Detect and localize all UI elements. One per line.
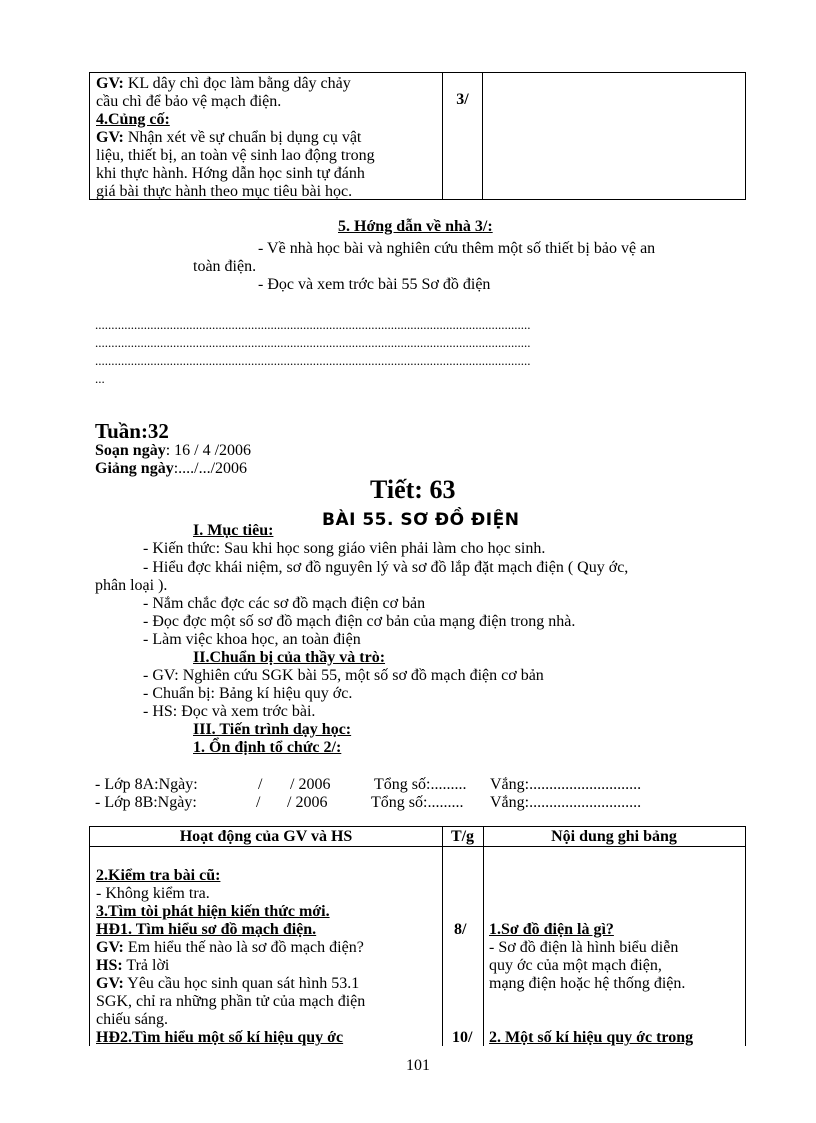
top-line-1: GV: KL dây chì đọc làm bằng dây chảy	[96, 75, 351, 92]
header-content: Nội dung ghi bảng	[551, 828, 677, 845]
top-table-time-cell: 3/	[443, 73, 483, 199]
homework-title: 5. Hớng dẫn về nhà 3/:	[338, 218, 493, 235]
top-table-content-cell	[483, 73, 745, 199]
top-line-5: liệu, thiết bị, an toàn vệ sinh lao động trong	[96, 147, 375, 164]
attendance-8b-slash: /	[256, 794, 261, 811]
homework-line-1: - Về nhà học bài và nghiên cứu thêm một số thiết bị bảo vệ an	[258, 240, 656, 257]
process-subheading: 1. Ổn định tổ chức 2/:	[193, 739, 342, 756]
objective-2-cont: phân loại ).	[95, 577, 168, 594]
review-text: - Không kiểm tra.	[96, 885, 210, 902]
attendance-8a-year: / 2006	[290, 776, 331, 793]
content-s1-line-1: - Sơ đồ điện là hình biểu diễn	[489, 939, 679, 956]
activity-line-gv-1: GV: Em hiểu thế nào là sơ đồ mạch điện?	[96, 939, 364, 956]
activity-line-hs: HS: Trả lời	[96, 957, 170, 974]
discovery-heading: 3.Tìm tòi phát hiện kiến thức mới.	[96, 903, 330, 920]
objective-2: - Hiểu đợc khái niệm, sơ đồ nguyên lý và sơ đồ lắp đặt mạch điện ( Quy ớc,	[143, 559, 629, 576]
note-line-3: ......................................................................................................................................	[95, 353, 531, 368]
preparation-1: - GV: Nghiên cứu SGK bài 55, một số sơ đồ mạch điện cơ bản	[143, 667, 544, 684]
note-line-2: ......................................................................................................................................	[95, 335, 531, 350]
top-table-activity-cell	[90, 73, 443, 199]
objective-1: - Kiến thức: Sau khi học song giáo viên phải làm cho học sinh.	[143, 540, 546, 557]
objective-3: - Nắm chắc đợc các sơ đồ mạch điện cơ bản	[143, 595, 426, 612]
page-number: 101	[406, 1057, 430, 1074]
attendance-8b-year: / 2006	[287, 794, 328, 811]
top-line-2: cầu chì để bảo vệ mạch điện.	[96, 93, 282, 110]
week-label: Tuần:32	[95, 419, 169, 443]
consolidation-heading: 4.Củng cố:	[96, 111, 170, 128]
top-table	[89, 72, 746, 200]
time-activity-2: 10/	[452, 1029, 473, 1046]
content-s1-line-3: mạng điện hoặc hệ thống điện.	[489, 975, 686, 992]
preparation-2: - Chuẩn bị: Bảng kí hiệu quy ớc.	[143, 685, 353, 702]
objectives-heading: I. Mục tiêu:	[193, 522, 274, 539]
time-activity-1: 8/	[454, 921, 467, 938]
period-title: Tiết: 63	[370, 475, 456, 504]
activity-line-cont-2: chiếu sáng.	[96, 1011, 168, 1028]
preparation-heading: II.Chuẩn bị của thầy và trò:	[193, 649, 386, 666]
content-s2-title: 2. Một số kí hiệu quy ớc trong	[489, 1029, 694, 1046]
note-line-1: ......................................................................................................................................	[95, 317, 531, 332]
process-heading: III. Tiến trình dạy học:	[193, 721, 352, 738]
attendance-8b-total: Tổng số:.........	[371, 794, 464, 811]
preparation-3: - HS: Đọc và xem trớc bài.	[143, 703, 316, 720]
content-s1-title: 1.Sơ đồ điện là gì?	[489, 921, 614, 938]
bottom-table	[89, 826, 746, 1046]
attendance-8b-absent: Vắng:............................	[490, 794, 642, 811]
activity-2-heading: HĐ2.Tìm hiểu một số kí hiệu quy ớc	[96, 1029, 344, 1046]
homework-line-3: - Đọc và xem trớc bài 55 Sơ đồ điện	[258, 276, 491, 293]
objective-4: - Đọc đợc một số sơ đồ mạch điện cơ bản của mạng điện trong nhà.	[143, 613, 576, 630]
attendance-8a-absent: Vắng:............................	[490, 776, 642, 793]
activity-line-gv-2: GV: Yêu cầu học sinh quan sát hình 53.1	[96, 975, 360, 992]
activity-1-heading: HĐ1. Tìm hiểu sơ đồ mạch điện.	[96, 921, 317, 938]
prep-date: Soạn ngày: 16 / 4 /2006	[95, 442, 252, 459]
homework-line-2: toàn điện.	[193, 258, 257, 275]
header-time: T/g	[450, 828, 475, 845]
top-line-6: khi thực hành. Hớng dẫn học sinh tự đánh	[96, 165, 365, 182]
activity-line-cont-1: SGK, chỉ ra những phần tử của mạch điện	[96, 993, 366, 1010]
attendance-8a-class: - Lớp 8A:Ngày:	[95, 776, 198, 793]
attendance-8a-slash: /	[258, 776, 263, 793]
content-s1-line-2: quy ớc của một mạch điện,	[489, 957, 662, 974]
review-heading: 2.Kiểm tra bài cũ:	[96, 867, 221, 884]
note-line-4: ...	[95, 371, 105, 386]
attendance-8b-class: - Lớp 8B:Ngày:	[95, 794, 197, 811]
top-line-4: GV: Nhận xét về sự chuẩn bị dụng cụ vật	[96, 129, 362, 146]
top-line-7: giá bài thực hành theo mục tiêu bài học.	[96, 183, 353, 199]
header-activity: Hoạt động của GV và HS	[179, 828, 353, 845]
column-divider-2	[483, 827, 484, 1046]
teach-date: Giảng ngày:..../.../2006	[95, 460, 248, 477]
attendance-8a-total: Tổng số:.........	[374, 776, 467, 793]
column-divider-1	[442, 827, 443, 1046]
objective-5: - Làm việc khoa học, an toàn điện	[143, 631, 361, 648]
lesson-title: BÀI 55. SƠ ĐỒ ĐIỆN	[322, 510, 520, 530]
